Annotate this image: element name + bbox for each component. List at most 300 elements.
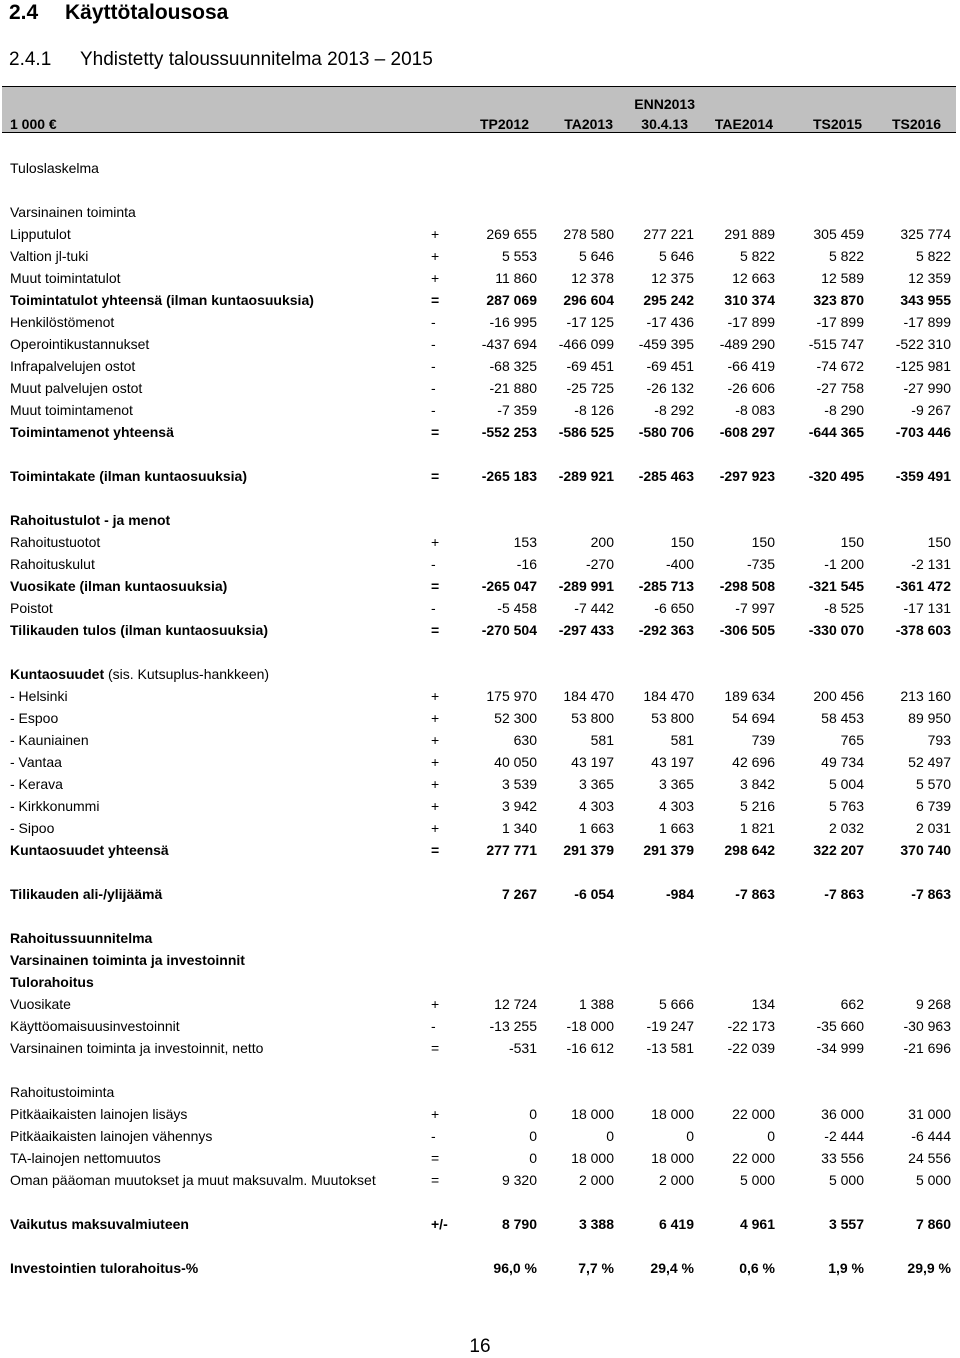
total-row [0,1213,960,1235]
cell-enn2013: -8 292 [654,402,694,418]
cell-tae2014: -22 039 [727,1040,775,1056]
cell-ts2016: 24 556 [908,1150,951,1166]
cell-tae2014: -735 [746,556,775,572]
row-operator: = [431,424,440,440]
subsection-title: Yhdistetty taloussuunnitelma 2013 – 2015 [80,49,433,70]
cell-ts2016: 325 774 [900,226,951,242]
row-operator: - [431,380,436,396]
row-label: - Helsinki [10,688,68,704]
cell-ts2015: -2 444 [824,1128,864,1144]
table-row [0,267,960,289]
cell-ta2013: -466 099 [558,336,614,352]
row-label: Vuosikate (ilman kuntaosuuksia) [10,578,228,594]
row-label: Vaikutus maksuvalmiuteen [10,1216,189,1232]
total-row [0,421,960,443]
total-row [0,883,960,905]
cell-tp2012: 8 790 [501,1216,537,1232]
table-row [0,1169,960,1191]
cell-tae2014: -17 899 [727,314,775,330]
row-label: Poistot [10,600,53,616]
cell-tae2014: 22 000 [732,1106,775,1122]
cell-ta2013: 0 [606,1128,614,1144]
cell-ts2016: -361 472 [895,578,951,594]
row-operator: + [431,688,440,704]
row-label: Tilikauden ali-/ylijäämä [10,886,163,902]
row-operator: + [431,820,440,836]
cell-tae2014: -297 923 [719,468,775,484]
cell-ts2015: 662 [840,996,864,1012]
cell-enn2013: 3 365 [658,776,694,792]
cell-tae2014: -22 173 [727,1018,775,1034]
cell-ts2015: 322 207 [813,842,864,858]
cell-ts2015: -7 863 [824,886,864,902]
cell-tp2012: 1 340 [501,820,537,836]
cell-ts2015: 33 556 [821,1150,864,1166]
cell-enn2013: -292 363 [638,622,694,638]
total-row [0,1257,960,1279]
cell-tp2012: 9 320 [501,1172,537,1188]
cell-tp2012: 40 050 [494,754,537,770]
cell-ta2013: 3 365 [578,776,614,792]
row-operator: + [431,270,440,286]
cell-ts2016: -30 963 [903,1018,951,1034]
cell-ta2013: 18 000 [571,1106,614,1122]
total-row [0,575,960,597]
col-header-tae2014: TAE2014 [714,116,773,132]
cell-enn2013: 18 000 [651,1150,694,1166]
cell-ts2015: -8 290 [824,402,864,418]
row-label-suffix: (sis. Kutsuplus-hankkeen) [104,666,270,682]
cell-ts2016: 370 740 [900,842,951,858]
total-row [0,465,960,487]
table-row [0,311,960,333]
cell-tae2014: -8 083 [735,402,775,418]
row-operator: = [431,468,440,484]
cell-tae2014: 12 663 [732,270,775,286]
table-header [2,86,956,133]
cell-ts2016: 5 822 [915,248,951,264]
subsection-row [0,201,960,223]
cell-enn2013: 277 221 [643,226,694,242]
cell-ts2016: 31 000 [908,1106,951,1122]
row-label: Tilikauden tulos (ilman kuntaosuuksia) [10,622,269,638]
cell-ts2015: 49 734 [821,754,864,770]
cell-enn2013: 5 646 [658,248,694,264]
cell-ts2016: 9 268 [915,996,951,1012]
row-label: Tuloslaskelma [10,160,99,176]
cell-enn2013: 29,4 % [650,1260,694,1276]
cell-ts2016: -378 603 [895,622,951,638]
cell-ta2013: -69 451 [566,358,614,374]
row-label: Rahoituskulut [10,556,95,572]
cell-ts2016: 29,9 % [907,1260,951,1276]
cell-tae2014: -7 997 [735,600,775,616]
cell-ts2015: 1,9 % [828,1260,864,1276]
col-header-ts2016: TS2016 [891,116,941,132]
cell-enn2013: -285 463 [638,468,694,484]
section-title-row [0,927,960,949]
cell-tae2014: 4 961 [739,1216,775,1232]
row-operator: + [431,710,440,726]
cell-ta2013: 278 580 [563,226,614,242]
row-operator: - [431,1018,436,1034]
cell-ts2015: -515 747 [808,336,864,352]
cell-ta2013: -586 525 [558,424,614,440]
table-row [0,707,960,729]
row-label: Lipputulot [10,226,71,242]
cell-ta2013: -289 991 [558,578,614,594]
row-operator: = [431,1150,440,1166]
cell-ta2013: 1 663 [578,820,614,836]
row-label-group [10,663,269,685]
row-operator: = [431,622,440,638]
cell-tp2012: 269 655 [486,226,537,242]
cell-tae2014: 5 822 [739,248,775,264]
cell-tae2014: 1 821 [739,820,775,836]
cell-tp2012: -21 880 [489,380,537,396]
col-header-enn2013-line2: 30.4.13 [641,116,688,132]
cell-tp2012: 96,0 % [493,1260,537,1276]
cell-ta2013: -17 125 [566,314,614,330]
cell-tp2012: 5 553 [501,248,537,264]
cell-ts2015: 5 004 [828,776,864,792]
cell-ts2015: -8 525 [824,600,864,616]
cell-tp2012: -437 694 [481,336,537,352]
row-label: Muut palvelujen ostot [10,380,143,396]
row-label: Tulorahoitus [10,974,94,990]
cell-ta2013: 296 604 [563,292,614,308]
row-label: Valtion jl-tuki [10,248,89,264]
table-row [0,597,960,619]
cell-tp2012: 175 970 [486,688,537,704]
cell-ts2016: -125 981 [895,358,951,374]
row-label: Pitkäaikaisten lainojen lisäys [10,1106,188,1122]
cell-enn2013: 53 800 [651,710,694,726]
cell-tae2014: -608 297 [719,424,775,440]
row-label: Toimintakate (ilman kuntaosuuksia) [10,468,248,484]
cell-enn2013: -580 706 [638,424,694,440]
col-header-enn2013-line1: ENN2013 [634,96,695,112]
cell-tae2014: 0 [767,1128,775,1144]
cell-ts2015: 323 870 [813,292,864,308]
row-label: Rahoitustulot - ja menot [10,512,171,528]
cell-enn2013: 295 242 [643,292,694,308]
table-row [0,795,960,817]
cell-ta2013: 43 197 [571,754,614,770]
table-row [0,1015,960,1037]
row-operator: - [431,1128,436,1144]
cell-ts2015: 150 [840,534,864,550]
row-operator: = [431,1172,440,1188]
subsection-row [0,509,960,531]
row-label: Investointien tulorahoitus-% [10,1260,199,1276]
cell-tp2012: 11 860 [495,270,537,286]
cell-ts2015: 5 000 [828,1172,864,1188]
cell-ta2013: 18 000 [571,1150,614,1166]
cell-ts2016: -6 444 [911,1128,951,1144]
table-row [0,377,960,399]
table-row [0,1147,960,1169]
section-title: Käyttötalousosa [65,1,229,24]
cell-ta2013: 184 470 [563,688,614,704]
cell-ta2013: 3 388 [578,1216,614,1232]
page-number: 16 [469,1336,491,1357]
cell-tae2014: 134 [751,996,775,1012]
cell-enn2013: 150 [670,534,694,550]
table-row [0,685,960,707]
row-label: - Kerava [10,776,63,792]
cell-ta2013: 12 378 [571,270,614,286]
cell-ts2016: -21 696 [903,1040,951,1056]
total-row [0,619,960,641]
cell-tp2012: 12 724 [494,996,537,1012]
row-operator: - [431,556,436,572]
row-label: TA-lainojen nettomuutos [10,1150,161,1166]
row-operator: = [431,1040,440,1056]
cell-tp2012: 7 267 [501,886,537,902]
cell-ts2015: 765 [840,732,864,748]
cell-ts2016: 343 955 [900,292,951,308]
row-label: Vuosikate [10,996,71,1012]
col-header-ta2013: TA2013 [564,116,613,132]
cell-ta2013: -7 442 [574,600,614,616]
cell-ts2015: -74 672 [816,358,864,374]
cell-enn2013: 2 000 [658,1172,694,1188]
cell-enn2013: 12 375 [651,270,694,286]
cell-enn2013: 291 379 [643,842,694,858]
cell-tp2012: -265 047 [481,578,537,594]
row-label: Muut toimintamenot [10,402,133,418]
table-row [0,223,960,245]
cell-enn2013: -26 132 [646,380,694,396]
cell-ts2016: 7 860 [915,1216,951,1232]
cell-ts2016: 52 497 [908,754,951,770]
total-row [0,289,960,311]
table-row [0,531,960,553]
table-row [0,333,960,355]
cell-tae2014: -298 508 [719,578,775,594]
cell-ta2013: -289 921 [558,468,614,484]
cell-tp2012: 3 539 [501,776,537,792]
cell-ts2015: -34 999 [816,1040,864,1056]
cell-tp2012: -13 255 [489,1018,537,1034]
cell-ts2015: 305 459 [813,226,864,242]
table-row [0,1125,960,1147]
table-row [0,1103,960,1125]
cell-ts2016: 5 570 [915,776,951,792]
cell-enn2013: -984 [665,886,694,902]
row-operator: + [431,732,440,748]
cell-ts2016: -17 899 [903,314,951,330]
cell-tae2014: -66 419 [727,358,775,374]
cell-ta2013: 4 303 [578,798,614,814]
cell-enn2013: 18 000 [651,1106,694,1122]
table-row [0,355,960,377]
cell-enn2013: -19 247 [646,1018,694,1034]
cell-ts2016: -359 491 [895,468,951,484]
cell-ta2013: 5 646 [578,248,614,264]
cell-ts2016: -2 131 [911,556,951,572]
row-label: - Kirkkonummi [10,798,100,814]
row-label: Muut toimintatulot [10,270,121,286]
row-label: - Kauniainen [10,732,89,748]
unit-label: 1 000 € [10,116,57,132]
cell-enn2013: 581 [670,732,694,748]
subsection-row [0,949,960,971]
cell-ta2013: 291 379 [563,842,614,858]
cell-enn2013: 4 303 [658,798,694,814]
row-label: Rahoitustoiminta [10,1084,115,1100]
cell-tp2012: 0 [529,1150,537,1166]
row-operator: - [431,314,436,330]
cell-ts2015: 2 032 [828,820,864,836]
subsection-row [0,971,960,993]
cell-ts2015: 36 000 [821,1106,864,1122]
row-operator: + [431,534,440,550]
total-row [0,839,960,861]
subsection-row [0,663,960,685]
row-operator: + [431,1106,440,1122]
cell-tp2012: 287 069 [486,292,537,308]
row-operator: + [431,248,440,264]
section-title-row [0,157,960,179]
cell-ts2016: -9 267 [911,402,951,418]
cell-ts2016: 2 031 [915,820,951,836]
cell-enn2013: -6 650 [654,600,694,616]
cell-ts2015: 12 589 [821,270,864,286]
cell-ta2013: -25 725 [566,380,614,396]
cell-enn2013: -69 451 [646,358,694,374]
cell-enn2013: -17 436 [646,314,694,330]
row-operator: + [431,754,440,770]
table-row [0,773,960,795]
row-label: Varsinainen toiminta [10,204,136,220]
cell-ts2015: -644 365 [808,424,864,440]
cell-ts2015: 3 557 [828,1216,864,1232]
table-row [0,729,960,751]
row-label: Varsinainen toiminta ja investoinnit, netto [10,1040,264,1056]
row-operator: - [431,600,436,616]
cell-tp2012: 0 [529,1128,537,1144]
cell-ts2016: 89 950 [908,710,951,726]
row-label: Toimintatulot yhteensä (ilman kuntaosuuksia) [10,292,314,308]
cell-tae2014: 739 [751,732,775,748]
cell-tae2014: 189 634 [724,688,775,704]
row-label: Varsinainen toiminta ja investoinnit [10,952,245,968]
cell-ts2015: 5 822 [828,248,864,264]
table-row [0,1037,960,1059]
cell-tae2014: 54 694 [732,710,775,726]
cell-ta2013: 2 000 [578,1172,614,1188]
cell-ts2016: 5 000 [915,1172,951,1188]
cell-ts2016: 150 [927,534,951,550]
cell-ts2015: 200 456 [813,688,864,704]
row-label: Toimintamenot yhteensä [10,424,174,440]
cell-ts2016: -7 863 [911,886,951,902]
cell-ts2016: -522 310 [895,336,951,352]
cell-enn2013: 0 [686,1128,694,1144]
cell-tp2012: 3 942 [501,798,537,814]
row-operator: + [431,776,440,792]
cell-tp2012: 630 [513,732,537,748]
subsection-row [0,1081,960,1103]
row-label: - Sipoo [10,820,55,836]
row-operator: = [431,578,440,594]
table-row [0,817,960,839]
row-label: Rahoitussuunnitelma [10,930,153,946]
cell-tae2014: 5 000 [739,1172,775,1188]
cell-tp2012: -265 183 [481,468,537,484]
cell-tp2012: -16 [516,556,537,572]
cell-tp2012: 277 771 [486,842,537,858]
cell-enn2013: 43 197 [651,754,694,770]
cell-ta2013: 53 800 [571,710,614,726]
cell-tae2014: 0,6 % [739,1260,775,1276]
row-operator: = [431,842,440,858]
table-row [0,751,960,773]
cell-ts2016: 213 160 [900,688,951,704]
cell-tp2012: -270 504 [481,622,537,638]
cell-tp2012: -16 995 [489,314,537,330]
row-operator: - [431,358,436,374]
row-label: - Espoo [10,710,59,726]
section-heading [9,0,228,26]
table-row [0,399,960,421]
cell-tp2012: -68 325 [489,358,537,374]
cell-tae2014: 150 [751,534,775,550]
cell-tp2012: 153 [513,534,537,550]
cell-tae2014: -306 505 [719,622,775,638]
table-row [0,553,960,575]
cell-enn2013: -400 [665,556,694,572]
subsection-heading [9,47,433,73]
row-label: Oman pääoman muutokset ja muut maksuvalm. Muutokset [10,1172,376,1188]
row-operator: - [431,336,436,352]
cell-tp2012: 0 [529,1106,537,1122]
cell-enn2013: 184 470 [643,688,694,704]
table-row [0,993,960,1015]
subsection-number: 2.4.1 [9,49,52,70]
cell-enn2013: 5 666 [658,996,694,1012]
table-row [0,245,960,267]
cell-ta2013: 7,7 % [578,1260,614,1276]
row-label: Kuntaosuudet [10,666,105,682]
cell-ta2013: 581 [590,732,614,748]
cell-ts2016: -703 446 [895,424,951,440]
cell-enn2013: -13 581 [646,1040,694,1056]
row-label: Käyttöomaisuusinvestoinnit [10,1018,180,1034]
row-operator: - [431,402,436,418]
row-operator: = [431,292,440,308]
cell-ts2016: 793 [927,732,951,748]
cell-tae2014: 3 842 [739,776,775,792]
cell-ta2013: 200 [590,534,614,550]
row-label: Operointikustannukset [10,336,150,352]
cell-ts2016: -27 990 [903,380,951,396]
cell-ts2015: 58 453 [821,710,864,726]
cell-enn2013: -285 713 [638,578,694,594]
cell-ta2013: -297 433 [558,622,614,638]
col-header-tp2012: TP2012 [479,116,529,132]
cell-ts2015: -320 495 [808,468,864,484]
cell-ts2015: -17 899 [816,314,864,330]
cell-ts2016: 6 739 [915,798,951,814]
cell-tae2014: 42 696 [732,754,775,770]
cell-tae2014: -7 863 [735,886,775,902]
cell-ts2015: -330 070 [808,622,864,638]
col-header-ts2015: TS2015 [812,116,862,132]
cell-ts2016: -17 131 [903,600,951,616]
